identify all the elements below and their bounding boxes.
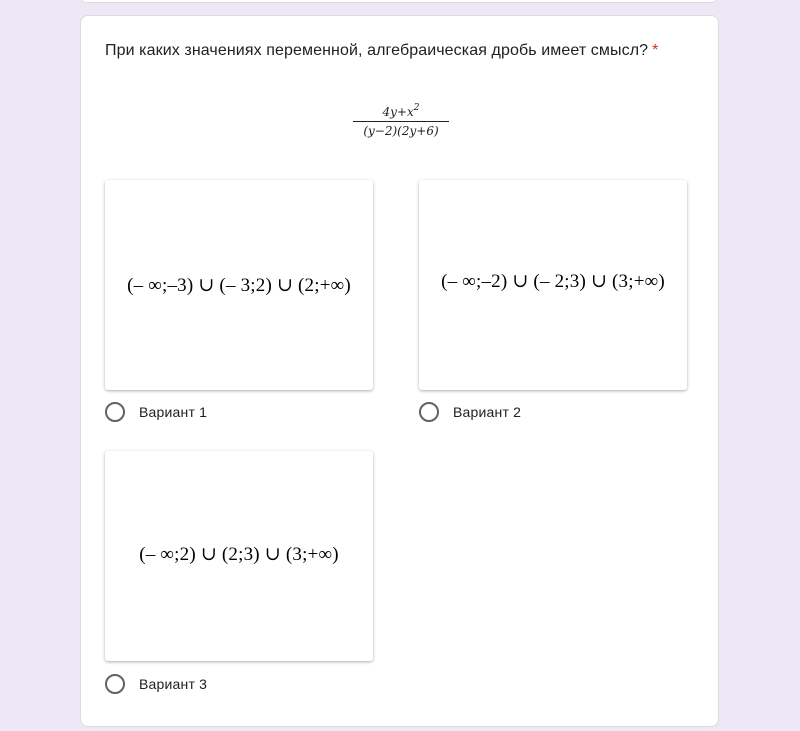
question-title [105,42,658,60]
option-2-choice[interactable] [419,400,521,424]
option-2-label[interactable]: Вариант 2 [453,404,522,420]
required-asterisk: * [652,42,659,59]
question-formula [353,105,449,138]
option-3-interval: (– ∞;2) ∪ (2;3) ∪ (3;+∞) [139,543,339,565]
option-1-radio[interactable] [105,402,125,422]
option-2-radio[interactable] [419,402,439,422]
option-1-choice[interactable] [105,400,207,424]
option-3-choice[interactable] [105,672,207,696]
formula-numerator-text: 4y+x [382,105,414,119]
option-3-image[interactable] [105,451,373,661]
option-2-image[interactable] [419,180,687,390]
option-1-image[interactable] [105,180,373,390]
option-3-radio[interactable] [105,674,125,694]
option-1-label[interactable]: Вариант 1 [139,404,208,420]
option-3-label[interactable]: Вариант 3 [139,676,208,692]
question-card [80,15,719,727]
formula-numerator [353,105,449,122]
previous-question-card [80,0,718,3]
formula-exponent: 2 [413,103,420,113]
option-2-interval: (– ∞;–2) ∪ (– 2;3) ∪ (3;+∞) [441,270,665,292]
formula-denominator: (y−2)(2y+6) [363,124,439,138]
option-1-interval: (– ∞;–3) ∪ (– 3;2) ∪ (2;+∞) [127,274,351,296]
question-text: При каких значениях переменной, алгебраическая дробь имеет смысл? [105,42,649,59]
